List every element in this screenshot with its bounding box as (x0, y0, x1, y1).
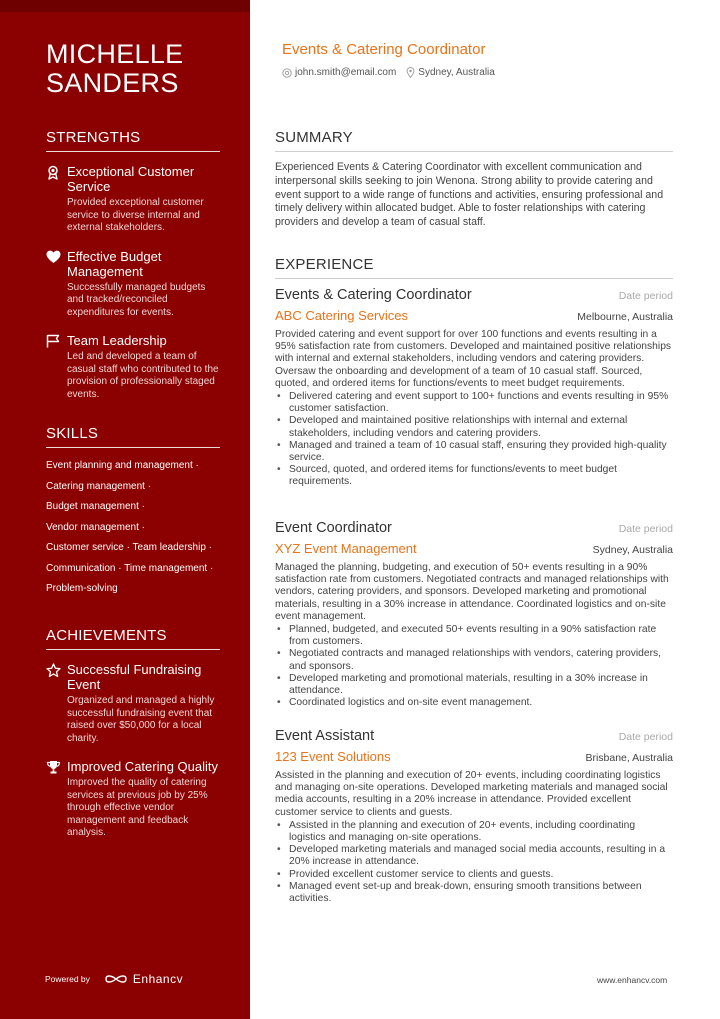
job-company: 123 Event Solutions (275, 749, 391, 764)
enhancv-logo-icon (104, 973, 128, 985)
achievements-section (46, 627, 220, 854)
star-icon (46, 663, 62, 679)
email-contact[interactable] (282, 67, 396, 78)
achievement-desc: Improved the quality of catering services at previous job by 25% through effective vendor management and feedback analysis. (67, 777, 208, 838)
strength-item (46, 249, 220, 320)
powered-by-label: Powered by (45, 974, 90, 984)
job-bullet: • Coordinated logistics and on-site event management. (275, 697, 673, 709)
strength-item (46, 333, 220, 401)
achievement-desc: Organized and managed a highly successful fundraising event that raised over $50,000 for a local charity. (67, 695, 215, 744)
trophy-icon (46, 760, 62, 776)
achievements-title: ACHIEVEMENTS (46, 627, 220, 650)
job-location: Sydney, Australia (592, 544, 673, 556)
job-role: Event Coordinator (275, 520, 392, 536)
location-text: Sydney, Australia (418, 67, 495, 78)
sidebar (0, 0, 250, 1019)
achievement-item (46, 759, 220, 840)
strength-desc: Provided exceptional customer service to diverse internal and external stakeholders. (67, 197, 204, 233)
job-location: Brisbane, Australia (585, 752, 673, 764)
job-bullet: • Negotiated contracts and managed relationships with vendors, catering providers, and sponsors. (275, 648, 673, 672)
skill-line: Problem-solving (46, 583, 118, 594)
award-icon (46, 165, 62, 181)
powered-by (45, 972, 183, 986)
job-bullet: • Developed and maintained positive relationships with internal and external stakeholders, including vendors and catering providers. (275, 415, 673, 439)
job-company: ABC Catering Services (275, 308, 408, 323)
strength-title: Team Leadership (67, 333, 167, 348)
job-description: Provided catering and event support for over 100 functions and events resulting in a 95% satisfaction rate from customers. Developed and maintained positive relationships with internal and external stakeholders, including vendors and catering providers. Oversaw the onboarding and development of a team of 10 casual staff. Sourced, quoted, and ordered items for functions/events to meet budget requirements. (275, 329, 672, 389)
skill-line: Communication · Time management · (46, 562, 214, 574)
strength-item (46, 164, 220, 235)
job-bullet: • Developed marketing and promotional materials, resulting in a 30% increase in attendance. (275, 673, 673, 697)
at-icon (282, 68, 292, 78)
job-bullets (275, 820, 673, 905)
strengths-section (46, 129, 220, 415)
job-bullet: • Planned, budgeted, and executed 50+ events resulting in a 90% satisfaction rate from customers. (275, 624, 673, 648)
summary-text: Experienced Events & Catering Coordinator with excellent communication and interpersonal skills seeking to join Wenona. Strong ability to provide catering and event support to a wide range of functions and activities, ensuring professional and timely delivery within allocated budget. Able to foster relationships with catering providers and develop a team of casual staff. (275, 161, 664, 229)
enhancv-logo[interactable] (104, 972, 183, 986)
enhancv-brand: Enhancv (132, 972, 184, 986)
job-location: Melbourne, Australia (577, 311, 673, 323)
job-company: XYZ Event Management (275, 541, 417, 556)
skill-line: Customer service · Team leadership · (46, 542, 212, 553)
strengths-title: STRENGTHS (46, 129, 220, 152)
contact-info (282, 67, 505, 78)
job-role: Event Assistant (275, 728, 375, 744)
headline: Events & Catering Coordinator (282, 41, 486, 58)
job-bullet: • Sourced, quoted, and ordered items for functions/events to meet budget requirements. (275, 464, 673, 488)
job-role: Events & Catering Coordinator (275, 287, 472, 303)
job-date: Date period (618, 523, 673, 535)
achievement-item (46, 662, 220, 745)
flag-icon (46, 334, 62, 350)
skills-title: SKILLS (46, 425, 220, 448)
skills-section (46, 425, 220, 604)
location-pin-icon (406, 67, 415, 78)
strength-desc: Led and developed a team of casual staff who contributed to the provision of professionally staged events. (67, 351, 219, 400)
experience-entry (275, 728, 673, 905)
skill-line: Event planning and management · (46, 460, 199, 471)
skill-line: Catering management · (46, 480, 152, 492)
job-date: Date period (618, 731, 673, 743)
job-bullet: • Delivered catering and event support to 100+ functions and events resulting in 95% customer satisfaction. (275, 391, 673, 415)
skill-line: Budget management · (46, 501, 145, 512)
heart-icon (46, 250, 62, 266)
summary-title: SUMMARY (275, 129, 673, 152)
website-link[interactable]: www.enhancv.com (597, 975, 668, 985)
email-text: john.smith@email.com (295, 67, 397, 78)
job-bullet: • Assisted in the planning and execution of 20+ events, including coordinating logistics and managing on-site operations. (275, 820, 673, 844)
job-description: Managed the planning, budgeting, and execution of 50+ events resulting in a 90% satisfaction rate from customers. Negotiated contracts and managed relationships with vendors, catering providers, and sponsors. Developed marketing and promotional materials, resulting in a 30% increase in attendance. Coordinated logistics and on-site event management. (275, 562, 669, 622)
strength-desc: Successfully managed budgets and tracked/reconciled expenditures for events. (67, 281, 206, 318)
job-bullet: • Developed marketing materials and managed social media accounts, resulting in a 20% increase in attendance. (275, 844, 673, 868)
strength-title: Effective Budget Management (67, 248, 162, 279)
job-bullet: • Provided excellent customer service to clients and guests. (275, 869, 673, 881)
job-date: Date period (618, 290, 673, 302)
achievement-title: Successful Fundraising Event (67, 662, 202, 692)
job-bullet: • Managed and trained a team of 10 casual staff, ensuring they provided high-quality service. (275, 440, 673, 464)
job-bullets (275, 391, 673, 489)
skill-line: Vendor management · (46, 521, 145, 533)
sidebar-top-bar (0, 0, 250, 12)
location-contact (406, 67, 495, 78)
job-bullet: • Managed event set-up and break-down, ensuring smooth transitions between activities. (275, 881, 673, 905)
experience-title: EXPERIENCE (275, 256, 673, 279)
strength-title: Exceptional Customer Service (67, 164, 195, 194)
job-description: Assisted in the planning and execution of 20+ events, including coordinating logistics and managing on-site operations. Developed marketing materials and managed social media accounts, resulting in a 20% increase in attendance. Provided excellent customer service to clients and guests. (275, 770, 668, 818)
experience-entry (275, 287, 673, 489)
job-bullets (275, 624, 673, 709)
candidate-name: MICHELLE SANDERS (46, 39, 184, 98)
achievement-title: Improved Catering Quality (67, 759, 219, 774)
experience-entry (275, 520, 673, 709)
